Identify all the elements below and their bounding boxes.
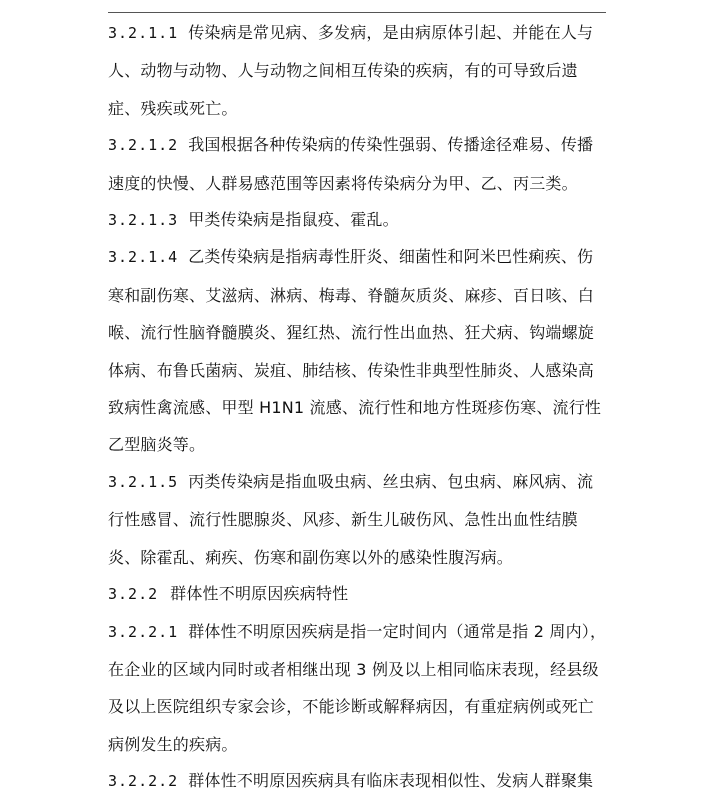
header-rule	[108, 12, 606, 13]
clause-text: 我国根据各种传染病的传染性强弱、传播途径难易、传播速度的快慢、人群易感范围等因素将传染病分为甲、乙、丙三类。	[108, 135, 594, 193]
clause-number: 3.2.1.2	[108, 136, 179, 155]
clause-text: 群体性不明原因疾病具有临床表现相似性、发病人群聚集	[188, 771, 594, 791]
clause-text: 甲类传染病是指鼠疫、霍乱。	[188, 210, 399, 230]
clause-number: 3.2.2.2	[108, 772, 179, 791]
section-title: 群体性不明原因疾病特性	[170, 584, 349, 604]
clause-3-2-1-5	[108, 463, 608, 576]
clause-text: 传染病是常见病、多发病，是由病原体引起、并能在人与人、动物与动物、人与动物之间相互传染的疾病，有的可导致后遗症、残疾或死亡。	[108, 23, 594, 118]
clause-3-2-2-1	[108, 613, 608, 764]
clause-3-2-1-2	[108, 126, 608, 202]
clause-3-2-1-3	[108, 201, 608, 239]
section-number: 3.2.2	[108, 585, 159, 604]
clause-text: 丙类传染病是指血吸虫病、丝虫病、包虫病、麻风病、流行性感冒、流行性腮腺炎、风疹、新生儿破伤风、急性出血性结膜炎、除霍乱、痢疾、伤寒和副伤寒以外的感染性腹泻病。	[108, 471, 594, 567]
document-body	[108, 14, 608, 800]
section-heading-3-2-2	[108, 575, 608, 613]
clause-number: 3.2.1.4	[108, 248, 179, 267]
clause-3-2-2-2	[108, 762, 608, 800]
clause-3-2-1-1	[108, 14, 608, 127]
clause-number: 3.2.1.1	[108, 24, 179, 42]
clause-3-2-1-4	[108, 238, 608, 463]
clause-number: 3.2.1.3	[108, 211, 179, 230]
clause-text: 乙类传染病是指病毒性肝炎、细菌性和阿米巴性痢疾、伤寒和副伤寒、艾滋病、淋病、梅毒、脊髓灰质炎、麻疹、百日咳、白喉、流行性脑脊髓膜炎、猩红热、流行性出血热、狂犬病、钩端螺旋体病、布鲁氏菌病、炭疽、肺结核、传染性非典型性肺炎、人感染高致病性禽流感、甲型 H1N1 流感、流行性和地方性斑疹伤寒、流行性乙型脑炎等。	[108, 247, 602, 455]
clause-number: 3.2.2.1	[108, 622, 179, 641]
clause-number: 3.2.1.5	[108, 472, 179, 491]
clause-text: 群体性不明原因疾病是指一定时间内（通常是指 2 周内），在企业的区域内同时或者相继出现 3 例及以上相同临床表现，经县级及以上医院组织专家会诊，不能诊断或解释病因，有重症病例或死亡病例发生的疾病。	[108, 621, 607, 754]
